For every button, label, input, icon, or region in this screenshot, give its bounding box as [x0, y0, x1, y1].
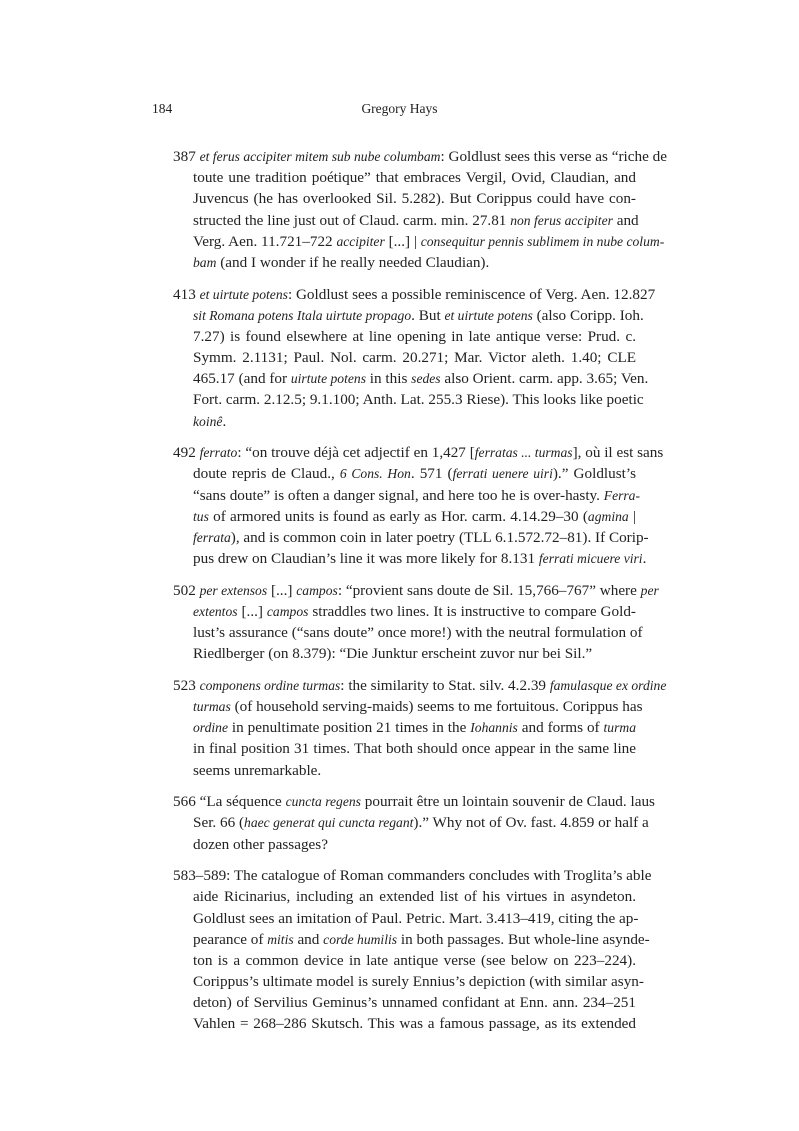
text-segment: : “provient sans doute de Sil. 15,766–767” where: [337, 581, 641, 599]
text-segment: and: [612, 211, 639, 229]
commentary-note: [173, 146, 667, 273]
text-line: [173, 485, 641, 506]
text-segment: .: [642, 550, 647, 568]
latin-quotation: corde humilis: [323, 931, 398, 947]
text-line: [173, 389, 644, 410]
text-line: [173, 548, 647, 569]
latin-quotation: turmas: [193, 699, 231, 715]
text-segment: 7.27) is found elsewhere at line opening in late antique verse: Prud. c.: [193, 327, 636, 345]
text-segment: 502: [173, 581, 200, 599]
latin-quotation: uirtute potens: [290, 371, 366, 387]
text-segment: Juvencus (he has overlooked Sil. 5.282). But Corippus could have con-: [193, 190, 636, 208]
text-segment: Goldlust sees an imitation of Paul. Petric. Mart. 3.413–419, citing the ap-: [193, 909, 639, 927]
text-segment: : Goldlust sees this verse as “riche de: [440, 148, 667, 165]
text-line: [173, 347, 636, 368]
text-segment: Fort. carm. 2.12.5; 9.1.100; Anth. Lat. 255.3 Riese). This looks like poetic: [193, 391, 644, 409]
text-segment: ], où il est sans: [572, 444, 664, 462]
text-segment: pus drew on Claudian’s line it was more likely for 8.131: [193, 550, 539, 568]
text-line: [173, 908, 639, 929]
text-line: [173, 231, 665, 252]
page-number: 184: [152, 101, 173, 116]
latin-quotation: consequitur pennis sublimem in nube colum-: [420, 233, 665, 249]
text-line: [173, 643, 636, 664]
text-segment: : Goldlust sees a possible reminiscence of Verg. Aen. 12.827: [287, 285, 656, 303]
latin-quotation: sedes: [411, 371, 441, 387]
text-segment: aide Ricinarius, including an extended list of his virtues in asyndeton.: [193, 888, 636, 906]
commentary-note: [173, 284, 656, 432]
text-line: [173, 675, 667, 696]
text-line: [173, 210, 639, 231]
latin-quotation: ferratas ... turmas: [474, 445, 573, 461]
latin-quotation: famulasque ex ordine: [549, 677, 667, 693]
text-line: [173, 601, 636, 622]
text-segment: 492: [173, 444, 200, 462]
text-line: [173, 188, 636, 209]
text-line: [173, 284, 656, 305]
latin-quotation: sit Romana potens Itala uirtute propago: [193, 307, 412, 323]
latin-quotation: et uirtute potens: [199, 286, 288, 302]
latin-quotation: componens ordine turmas: [199, 677, 341, 693]
text-line: [173, 252, 636, 273]
text-segment: (also Coripp. Ioh.: [532, 306, 644, 324]
text-segment: lust’s assurance (“sans doute” once more!) with the neutral formulation of: [193, 624, 643, 642]
latin-quotation: accipiter: [336, 233, 385, 249]
latin-quotation: bam: [193, 254, 217, 270]
latin-quotation: koinê: [193, 413, 223, 429]
text-segment: : “on trouve déjà cet adjectif en 1,427 [: [237, 444, 475, 462]
text-segment: seems unremarkable.: [193, 761, 322, 779]
text-line: [173, 305, 644, 326]
text-segment: in both passages. But whole-line asynde-: [397, 930, 650, 948]
text-line: [173, 717, 636, 738]
commentary-note: [173, 675, 667, 781]
text-line: [173, 167, 636, 188]
text-segment: ).” Why not of Ov. fast. 4.859 or half a: [413, 814, 649, 832]
text-segment: deton) of Servilius Geminus’s unnamed confidant at Enn. ann. 234–251: [193, 994, 636, 1012]
text-segment: in penultimate position 21 times in the: [228, 719, 471, 737]
text-line: [173, 760, 636, 781]
text-segment: 523: [173, 676, 200, 694]
text-line: [173, 834, 636, 855]
latin-quotation: Ferra-: [603, 487, 641, 503]
text-line: [173, 146, 667, 167]
latin-quotation: haec generat qui cuncta regant: [244, 815, 414, 831]
text-segment: and: [293, 930, 324, 948]
commentary-body: [173, 146, 667, 1045]
text-segment: also Orient. carm. app. 3.65; Ven.: [440, 370, 649, 388]
latin-quotation: per extensos: [199, 582, 268, 598]
text-segment: pourrait être un lointain souvenir de Claud. laus: [360, 793, 655, 811]
text-line: [173, 411, 636, 432]
text-line: [173, 971, 644, 992]
text-segment: dozen other passages?: [193, 835, 328, 853]
text-segment: [...] |: [384, 232, 421, 250]
text-line: [173, 527, 649, 548]
text-line: [173, 950, 636, 971]
running-head: Gregory Hays: [361, 101, 438, 116]
text-line: [173, 738, 636, 759]
latin-quotation: per: [640, 582, 659, 598]
text-segment: ton is a common device in late antique verse (see below on 223–224).: [193, 951, 636, 969]
text-line: [173, 622, 643, 643]
text-line: [173, 463, 636, 484]
text-line: [173, 696, 643, 717]
latin-quotation: Iohannis: [470, 720, 518, 736]
text-segment: 583–589: The catalogue of Roman commanders concludes with Troglita’s able: [173, 867, 652, 885]
text-segment: of armored units is found as early as Hor. carm. 4.14.29–30 (: [208, 507, 588, 525]
text-segment: .: [222, 412, 227, 430]
text-line: [173, 368, 649, 389]
text-line: [173, 992, 636, 1013]
commentary-note: [173, 580, 659, 665]
text-line: [173, 865, 652, 886]
text-segment: 465.17 (and for: [193, 370, 291, 388]
text-line: [173, 506, 636, 527]
latin-quotation: agmina: [587, 508, 629, 524]
text-segment: 566 “La séquence: [173, 793, 286, 811]
text-line: [173, 580, 659, 601]
commentary-note: [173, 865, 652, 1035]
text-segment: in final position 31 times. That both should once appear in the same line: [193, 740, 636, 758]
text-segment: Vahlen = 268–286 Skutsch. This was a famous passage, as its extended: [193, 1015, 636, 1033]
text-line: [173, 442, 664, 463]
commentary-note: [173, 442, 664, 569]
latin-quotation: ferrata: [193, 529, 231, 545]
text-segment: toute une tradition poétique” that embraces Vergil, Ovid, Claudian, and: [193, 169, 636, 187]
text-segment: pearance of: [193, 930, 268, 948]
text-segment: 413: [173, 285, 200, 303]
text-segment: [...]: [237, 602, 267, 620]
text-segment: (and I wonder if he really needed Claudian).: [216, 253, 490, 271]
text-segment: ), and is common coin in later poetry (TLL 6.1.572.72–81). If Corip-: [230, 528, 649, 546]
latin-quotation: campos: [296, 582, 338, 598]
text-line: [173, 326, 636, 347]
text-segment: structed the line just out of Claud. carm. min. 27.81: [193, 211, 511, 229]
text-segment: (of household serving-maids) seems to me fortuitous. Corippus has: [230, 698, 643, 716]
text-segment: ).” Goldlust’s: [552, 465, 637, 483]
latin-quotation: et ferus accipiter mitem sub nube columbam: [199, 149, 441, 164]
text-segment: straddles two lines. It is instructive to compare Gold-: [308, 602, 636, 620]
latin-quotation: turma: [603, 720, 636, 736]
text-segment: [...]: [267, 581, 297, 599]
latin-quotation: ferrato: [199, 445, 238, 461]
text-line: [173, 1013, 636, 1034]
latin-quotation: mitis: [267, 931, 294, 947]
latin-quotation: cuncta regens: [285, 794, 361, 810]
latin-quotation: campos: [266, 603, 309, 619]
text-segment: |: [628, 507, 636, 525]
text-segment: 387: [173, 148, 200, 165]
latin-quotation: ferrati uenere uiri: [452, 466, 553, 482]
text-segment: . 571 (: [410, 465, 453, 483]
commentary-note: [173, 791, 655, 855]
text-segment: “sans doute” is often a danger signal, and here too he is over-hasty.: [193, 486, 604, 504]
latin-quotation: tus: [193, 508, 209, 524]
text-segment: . But: [411, 306, 445, 324]
latin-quotation: extentos: [193, 603, 238, 619]
text-line: [173, 886, 636, 907]
text-segment: : the similarity to Stat. silv. 4.2.39: [340, 676, 550, 694]
text-line: [173, 812, 649, 833]
text-segment: Riedlberger (on 8.379): “Die Junktur erscheint zuvor nur bei Sil.”: [193, 645, 593, 663]
latin-quotation: 6 Cons. Hon: [339, 466, 411, 482]
text-segment: Corippus’s ultimate model is surely Ennius’s depiction (with similar asyn-: [193, 973, 644, 991]
text-segment: and forms of: [517, 719, 604, 737]
text-segment: Symm. 2.1131; Paul. Nol. carm. 20.271; Mar. Victor aleth. 1.40; CLE: [193, 349, 636, 367]
latin-quotation: et uirtute potens: [444, 307, 533, 323]
text-segment: doute repris de Claud.,: [193, 465, 340, 483]
latin-quotation: non ferus accipiter: [510, 212, 613, 228]
text-line: [173, 929, 650, 950]
latin-quotation: ferrati micuere viri: [538, 551, 643, 567]
text-line: [173, 791, 655, 812]
latin-quotation: ordine: [193, 720, 228, 736]
text-segment: Ser. 66 (: [193, 814, 245, 832]
text-segment: in this: [366, 370, 412, 388]
text-segment: Verg. Aen. 11.721–722: [193, 232, 337, 250]
